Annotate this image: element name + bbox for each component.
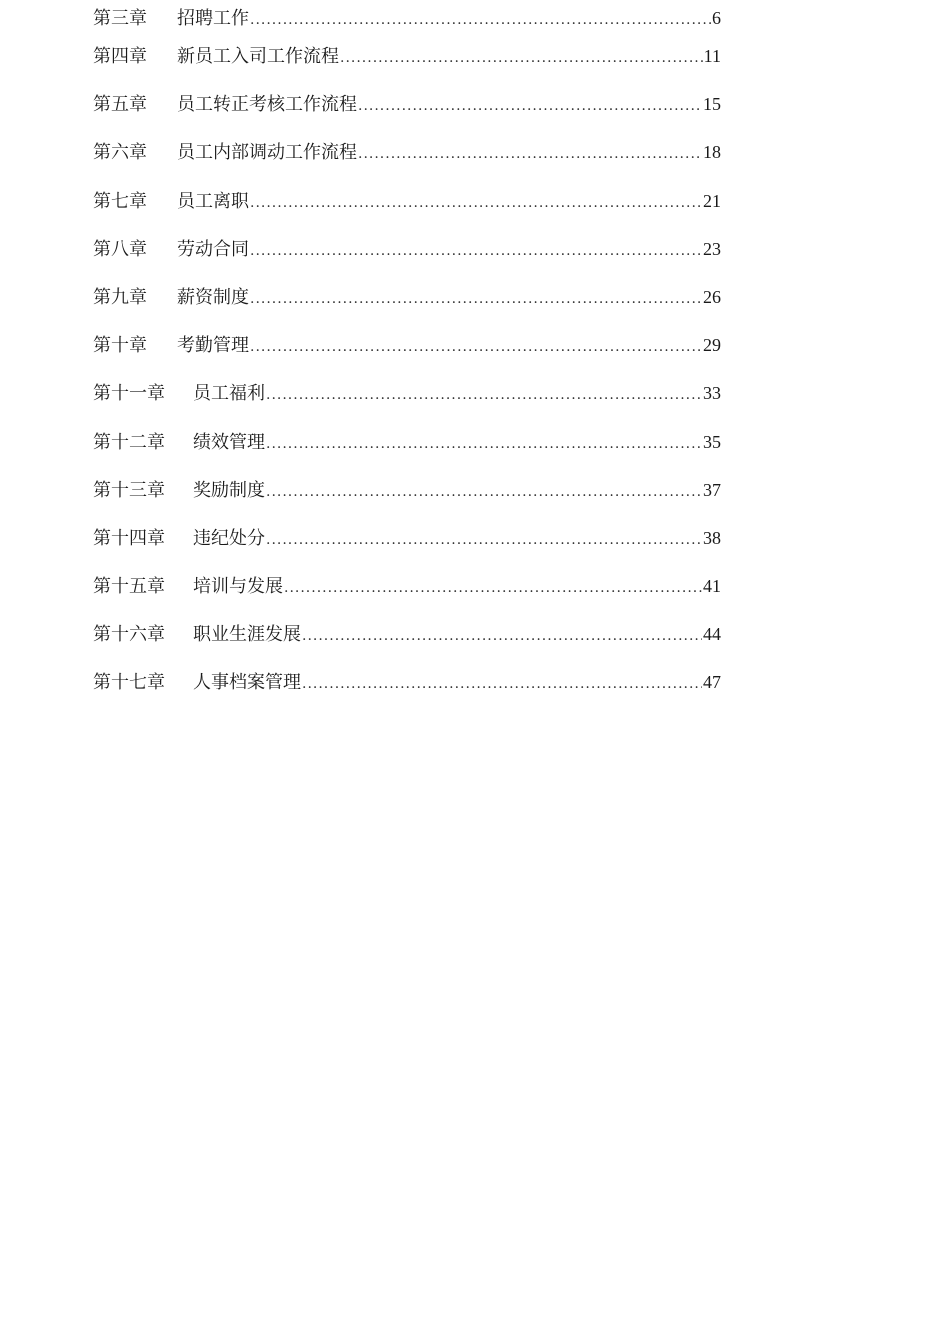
toc-entry-chapter-6[interactable] bbox=[93, 134, 721, 182]
toc-dot-leader bbox=[302, 618, 702, 654]
toc-chapter-title: 员工离职 bbox=[177, 190, 249, 212]
toc-entry-chapter-11[interactable] bbox=[93, 375, 721, 423]
toc-dot-leader bbox=[266, 474, 702, 510]
toc-chapter-number: 第十一章 bbox=[93, 383, 165, 405]
toc-chapter-title: 绩效管理 bbox=[193, 431, 265, 453]
toc-dot-leader bbox=[250, 281, 702, 317]
toc-page-number: 44 bbox=[703, 624, 721, 645]
toc-dot-leader bbox=[358, 136, 702, 172]
toc-chapter-number: 第三章 bbox=[93, 8, 147, 29]
toc-chapter-number: 第五章 bbox=[93, 94, 147, 116]
toc-chapter-title: 招聘工作 bbox=[177, 8, 249, 29]
toc-chapter-number: 第九章 bbox=[93, 286, 147, 308]
toc-dot-leader bbox=[302, 666, 702, 702]
toc-dot-leader bbox=[250, 233, 702, 269]
toc-chapter-number: 第十五章 bbox=[93, 576, 165, 598]
toc-page-number: 29 bbox=[703, 335, 721, 356]
toc-entry-chapter-13[interactable] bbox=[93, 472, 721, 520]
toc-entry-chapter-12[interactable] bbox=[93, 424, 721, 472]
toc-dot-leader bbox=[266, 377, 702, 413]
toc-dot-leader bbox=[340, 40, 703, 76]
toc-chapter-number: 第六章 bbox=[93, 142, 147, 164]
toc-page-number: 11 bbox=[703, 46, 721, 66]
toc-chapter-number: 第十七章 bbox=[93, 672, 165, 694]
toc-page-number: 35 bbox=[703, 431, 721, 452]
toc-page-number: 21 bbox=[703, 190, 721, 211]
toc-page-number: 23 bbox=[703, 238, 721, 259]
toc-chapter-number: 第十六章 bbox=[93, 624, 165, 646]
toc-page-number: 33 bbox=[703, 383, 721, 404]
toc-chapter-title: 薪资制度 bbox=[177, 286, 249, 308]
toc-entry-chapter-14[interactable] bbox=[93, 520, 721, 568]
toc-entry-chapter-8[interactable] bbox=[93, 231, 721, 279]
toc-chapter-title: 员工内部调动工作流程 bbox=[177, 142, 357, 164]
toc-page-number: 18 bbox=[703, 142, 721, 163]
toc-chapter-title: 违纪处分 bbox=[193, 527, 265, 549]
toc-dot-leader bbox=[266, 426, 702, 462]
toc-page-number: 47 bbox=[703, 672, 721, 693]
toc-entry-chapter-15[interactable] bbox=[93, 568, 721, 616]
toc-entry-chapter-10[interactable] bbox=[93, 327, 721, 375]
toc-entry-chapter-16[interactable] bbox=[93, 616, 721, 664]
toc-page-number: 37 bbox=[703, 479, 721, 500]
toc-chapter-title: 劳动合同 bbox=[177, 238, 249, 260]
toc-chapter-number: 第十四章 bbox=[93, 527, 165, 549]
toc-chapter-title: 培训与发展 bbox=[193, 576, 283, 598]
toc-chapter-number: 第十三章 bbox=[93, 479, 165, 501]
toc-page-number: 38 bbox=[703, 527, 721, 548]
toc-chapter-number: 第十章 bbox=[93, 335, 147, 357]
toc-chapter-title: 考勤管理 bbox=[177, 335, 249, 357]
toc-dot-leader bbox=[358, 88, 702, 124]
toc-chapter-number: 第十二章 bbox=[93, 431, 165, 453]
toc-dot-leader bbox=[266, 522, 702, 558]
toc-dot-leader bbox=[250, 185, 702, 221]
toc-dot-leader bbox=[250, 2, 711, 38]
toc-page-number: 15 bbox=[703, 94, 721, 115]
toc-chapter-number: 第四章 bbox=[93, 46, 147, 67]
toc-entry-chapter-3[interactable] bbox=[93, 0, 721, 38]
toc-page-number: 6 bbox=[712, 8, 721, 28]
toc-entry-chapter-7[interactable] bbox=[93, 183, 721, 231]
table-of-contents bbox=[93, 0, 721, 713]
toc-page-number: 26 bbox=[703, 286, 721, 307]
toc-dot-leader bbox=[284, 570, 702, 606]
toc-page-number: 41 bbox=[703, 576, 721, 597]
toc-chapter-title: 员工福利 bbox=[193, 383, 265, 405]
toc-chapter-number: 第八章 bbox=[93, 238, 147, 260]
toc-chapter-title: 人事档案管理 bbox=[193, 672, 301, 694]
toc-entry-chapter-9[interactable] bbox=[93, 279, 721, 327]
toc-chapter-title: 职业生涯发展 bbox=[193, 624, 301, 646]
toc-entry-chapter-5[interactable] bbox=[93, 86, 721, 134]
toc-entry-chapter-17[interactable] bbox=[93, 664, 721, 712]
toc-chapter-title: 新员工入司工作流程 bbox=[177, 46, 339, 67]
toc-chapter-title: 员工转正考核工作流程 bbox=[177, 94, 357, 116]
toc-chapter-number: 第七章 bbox=[93, 190, 147, 212]
toc-entry-chapter-4[interactable] bbox=[93, 38, 721, 86]
toc-dot-leader bbox=[250, 329, 702, 365]
toc-chapter-title: 奖励制度 bbox=[193, 479, 265, 501]
